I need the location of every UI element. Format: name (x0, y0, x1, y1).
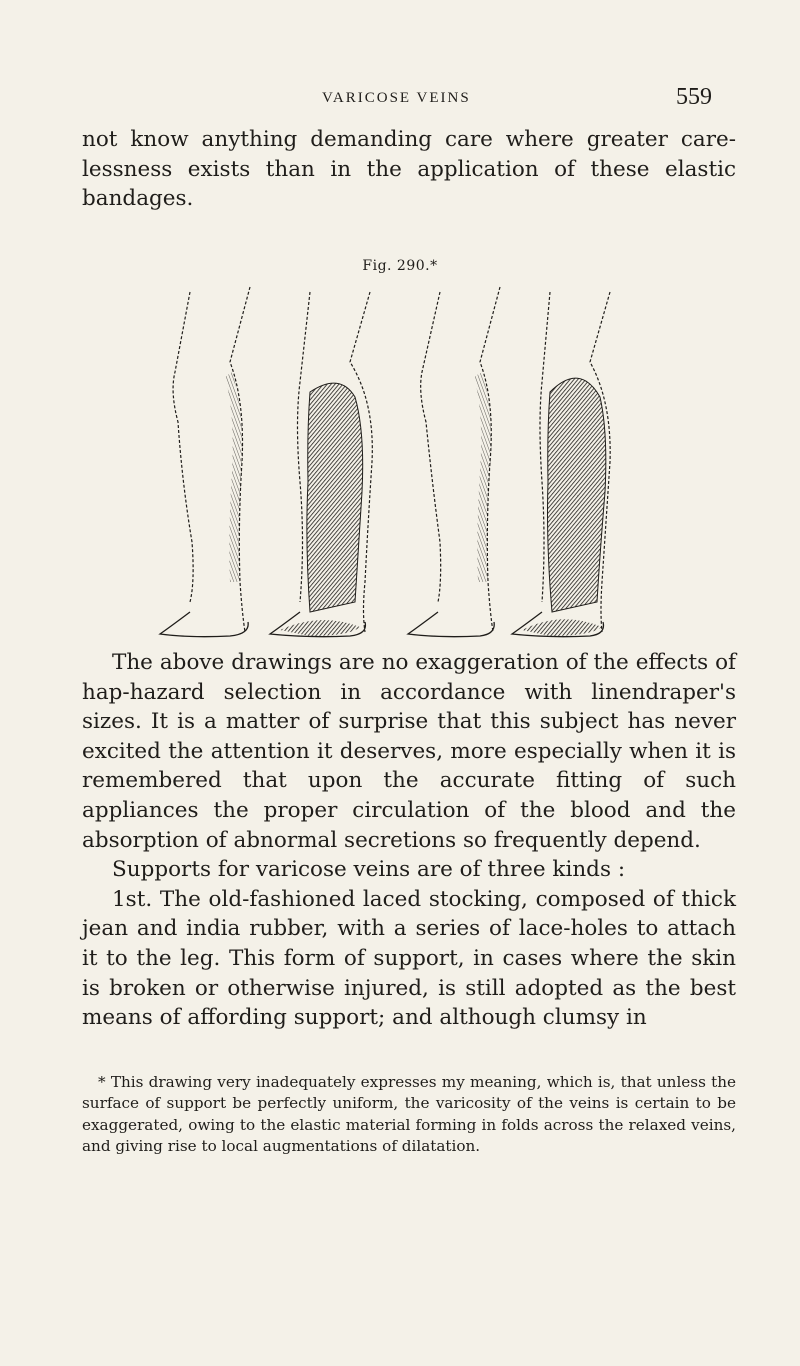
figure-caption: Fig. 290.* (362, 258, 438, 274)
running-title: VARICOSE VEINS (322, 90, 471, 106)
running-head (0, 86, 800, 114)
opening-paragraph: not know anything demanding care where greater care-lessness exists than in the application of these elastic bandages. (82, 127, 736, 212)
footnote (82, 1072, 736, 1158)
paragraph: The above drawings are no exaggeration of the effects of hap-hazard selection in accordance with linendraper's sizes. It is a matter of surprise that this subject has never excited the attention it deserves, more especially when it is remembered that upon the accurate fitting of such appliances the proper circulation of the blood and the absorption of abnormal secretions so frequently depend. (82, 650, 736, 853)
paragraph: 1st. The old-fashioned laced stocking, composed of thick jean and india rubber, with a series of lace-holes to attach it to the leg. This form of support, in cases where the skin is broken or otherwise injured, is still adopted as the best means of affording support; and although clumsy in (82, 886, 736, 1031)
footnote-text: * This drawing very inadequately expresses my meaning, which is, that unless the surface of support be perfectly uniform, the varicosity of the veins is certain to be exaggerated, owing to the elastic material forming in folds across the relaxed veins, and giving rise to local augmentations of dilatation. (82, 1073, 736, 1156)
paragraph: Supports for varicose veins are of three kinds : (112, 857, 626, 883)
page-number: 559 (676, 84, 712, 110)
legs-with-elastic-stockings-illustration (150, 282, 650, 642)
body-text (82, 648, 736, 1033)
